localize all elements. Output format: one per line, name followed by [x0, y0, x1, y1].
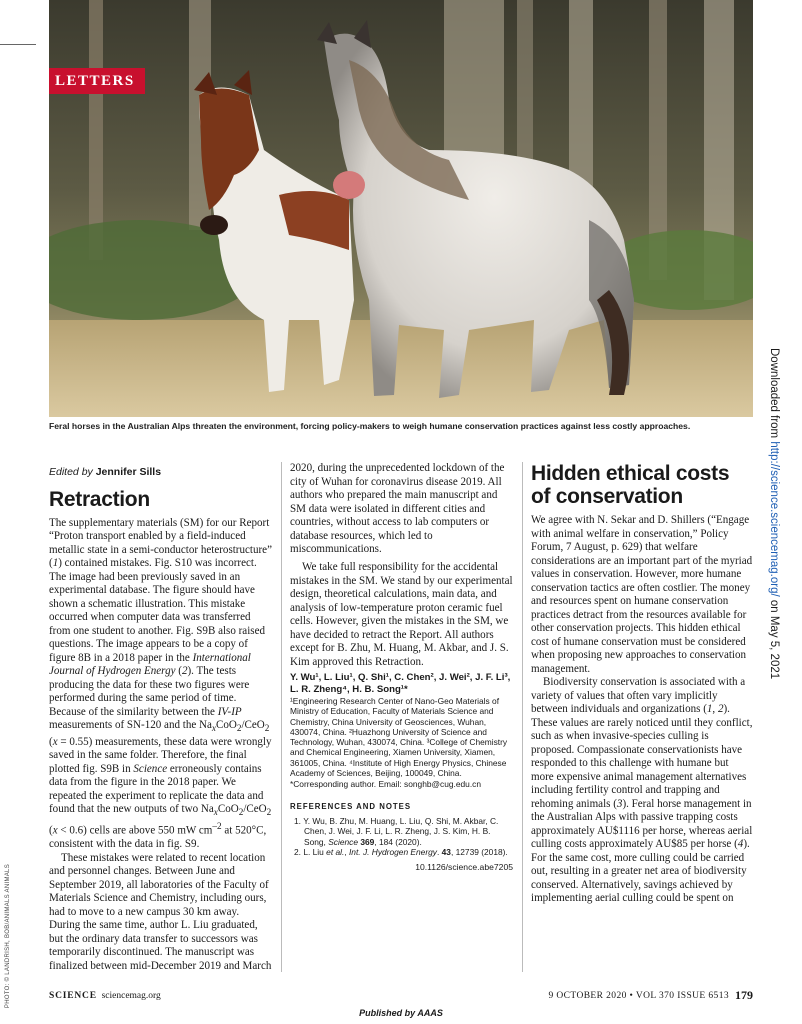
page-number: 179 [735, 988, 753, 1002]
footer-issue: 9 OCTOBER 2020 • VOL 370 ISSUE 6513 [548, 991, 729, 1001]
hidden-costs-column [531, 462, 753, 906]
download-link[interactable]: http://science.sciencemag.org/ [768, 441, 780, 597]
references-list [290, 816, 513, 857]
retraction-affiliations: ¹Engineering Research Center of Nano-Geo Materials of Ministry of Education, Faculty of Materials Science and Chemistry, China University of Geosciences, Wuhan, 430074, China. ²Huazhong University of Science and Technology, Wuhan, 430074, China. ³College of Chemistry and Chemical Engineering, Xiamen University, Xiamen, 361005, China. ⁴Institute of High Energy Physics, Chinese Academy of Sciences, Beijing, 100049, China. [290, 696, 508, 779]
photo-caption: Feral horses in the Australian Alps threaten the environment, forcing policy-makers to weigh humane conservation practices against less costly approaches. [49, 421, 691, 431]
editor-credit [49, 466, 272, 480]
hidden-costs-paragraph-2: Biodiversity conservation is associated with a variety of values that often vary implicitly between individuals and organizations (1, 2). These values are rarely noticed until they conflict, such as when invasive-species culling is proposed. Compassionate conservationists have responded to this challenge with humane but more expensive animal management alternatives including fertility control and trapping and rehoming animals (3). Feral horse management in the Australian Alps with passive trapping costs approximately AU$1116 per horse, whereas aerial culling costs approximately AU$85 per horse (4). For the same cost, more culling could be carried out, resulting in a greater net area of biodiversity conserved. Alternatively, savings achieved by implementing aerial culling could be spent on [531, 676, 753, 904]
download-note-prefix: Downloaded from [768, 348, 780, 442]
footer-journal: SCIENCE sciencemag.org [49, 991, 161, 1001]
reference-2: 2. L. Liu et al., Int. J. Hydrogen Energy. 43, 12739 (2018). [294, 847, 508, 858]
hidden-costs-title: Hidden ethical costs of conservation [531, 462, 730, 508]
retraction-column-2 [290, 0, 513, 462]
photo-credit: PHOTO: © LANDRISH, BOB/ANIMALS ANIMALS [5, 864, 11, 1009]
retraction-paragraph-2: These mistakes were related to recent location and personnel changes. Between June and September 2019, all laboratories of the Faculty of Materials Science and Chemistry, including ours, had to move to a new campus 30 km away. During the same time, author L. Liu graduated, but the ordinary data transfer to successors was temporarily discontinued. The manuscript was finalized between mid-December 2019 and March [49, 851, 272, 972]
retraction-column-1 [49, 462, 272, 973]
publisher-line: Published by AAAS [359, 1008, 443, 1018]
retraction-paragraph-2-continued: 2020, during the unprecedented lockdown of the city of Wuhan for coronavirus disease 2019. All authors who prepared the main manuscript and SM data were isolated in different cities and countries, without access to lab computers or database resources, which led to miscommunications. [290, 462, 505, 555]
references-heading: REFERENCES AND NOTES [290, 801, 412, 811]
retraction-paragraph-1: The supplementary materials (SM) for our Report “Proton transport enabled by a field-induced metallic state in a semi-conductor heterostructure” (1) contained mistakes. Fig. S10 was incorrect. The image had been previously saved in an experimental database. The figure should have shown a schematic illustration. This mistake occurred when computer data was transferred from one student to another. Fig. S9B also raised questions. The image appears to be a copy of figure 8B in a 2018 paper in the International Journal of Hydrogen Energy (2). The tests producing the data for these two figures were performed during the same period of time. Because of the similarity between the IV-IP measurements of SN-120 and the $Na_xCoO_2/CeO_2$ (x = 0.55) measurements, these data were wrongly saved in the same folder. Therefore, the final plotted fig. S9B in Science erroneously contains data from the figure in the 2018 paper. We repeated the experiment to replicate the data and found that the new outputs of two $Na_xCoO_2/CeO_2$ (x < 0.6) cells are above 550 mW $cm^{-2}$ at 520°C, consistent with the data in fig. S9. [49, 516, 272, 851]
retraction-column-2-top [290, 462, 513, 557]
section-tag-letters: LETTERS [49, 68, 145, 94]
retraction-column-2-body [290, 561, 513, 875]
editor-prefix: Edited by [49, 466, 93, 478]
column-divider [522, 462, 523, 972]
editor-name: Jennifer Sills [95, 466, 162, 478]
retraction-doi: 10.1126/science.abe7205 [415, 862, 513, 873]
download-note-suffix: on May 5, 2021 [768, 596, 780, 680]
header-rule [0, 44, 36, 45]
reference-1: 1. Y. Wu, B. Zhu, M. Huang, L. Liu, Q. Shi, M. Akbar, C. Chen, J. Wei, J. F. Li, L. R. Zheng, J. S. Kim, H. B. Song, Science 369, 184 (2020). [294, 816, 499, 847]
page-footer [49, 988, 753, 1004]
download-note [768, 348, 780, 679]
retraction-paragraph-3: We take full responsibility for the accidental mistakes in the SM. We stand by our experimental design, theoretical calculations, main data, and analysis of low-temperature proton ceramic fuel cells. However, given the mistakes in the SM, we have decided to retract the Report. All authors except for B. Zhu, M. Huang, M. Akbar, and J. S. Kim approved this Retraction. [290, 561, 513, 668]
hidden-costs-paragraph-1: We agree with N. Sekar and D. Shillers (“Engage with animal welfare in conservation,” Policy Forum, 7 August, p. 629) that welfare considerations are an important part of the myriad values in conservation. However, more humane conservation tactics are often costlier. The money and resources spent on humane conservation practices detract from the resources available for other conservation projects. This hidden ethical cost of humane conservation must be considered when proposing new approaches to conservation management. [531, 514, 753, 675]
column-divider [281, 462, 282, 972]
retraction-authors: Y. Wu¹, L. Liu¹, Q. Shi¹, C. Chen², J. Wei², J. F. Li³, L. R. Zheng⁴, H. B. Song¹* [290, 672, 511, 695]
retraction-title: Retraction [49, 487, 150, 511]
corresponding-author: *Corresponding author. Email: songhb@cug.edu.cn [290, 779, 482, 790]
